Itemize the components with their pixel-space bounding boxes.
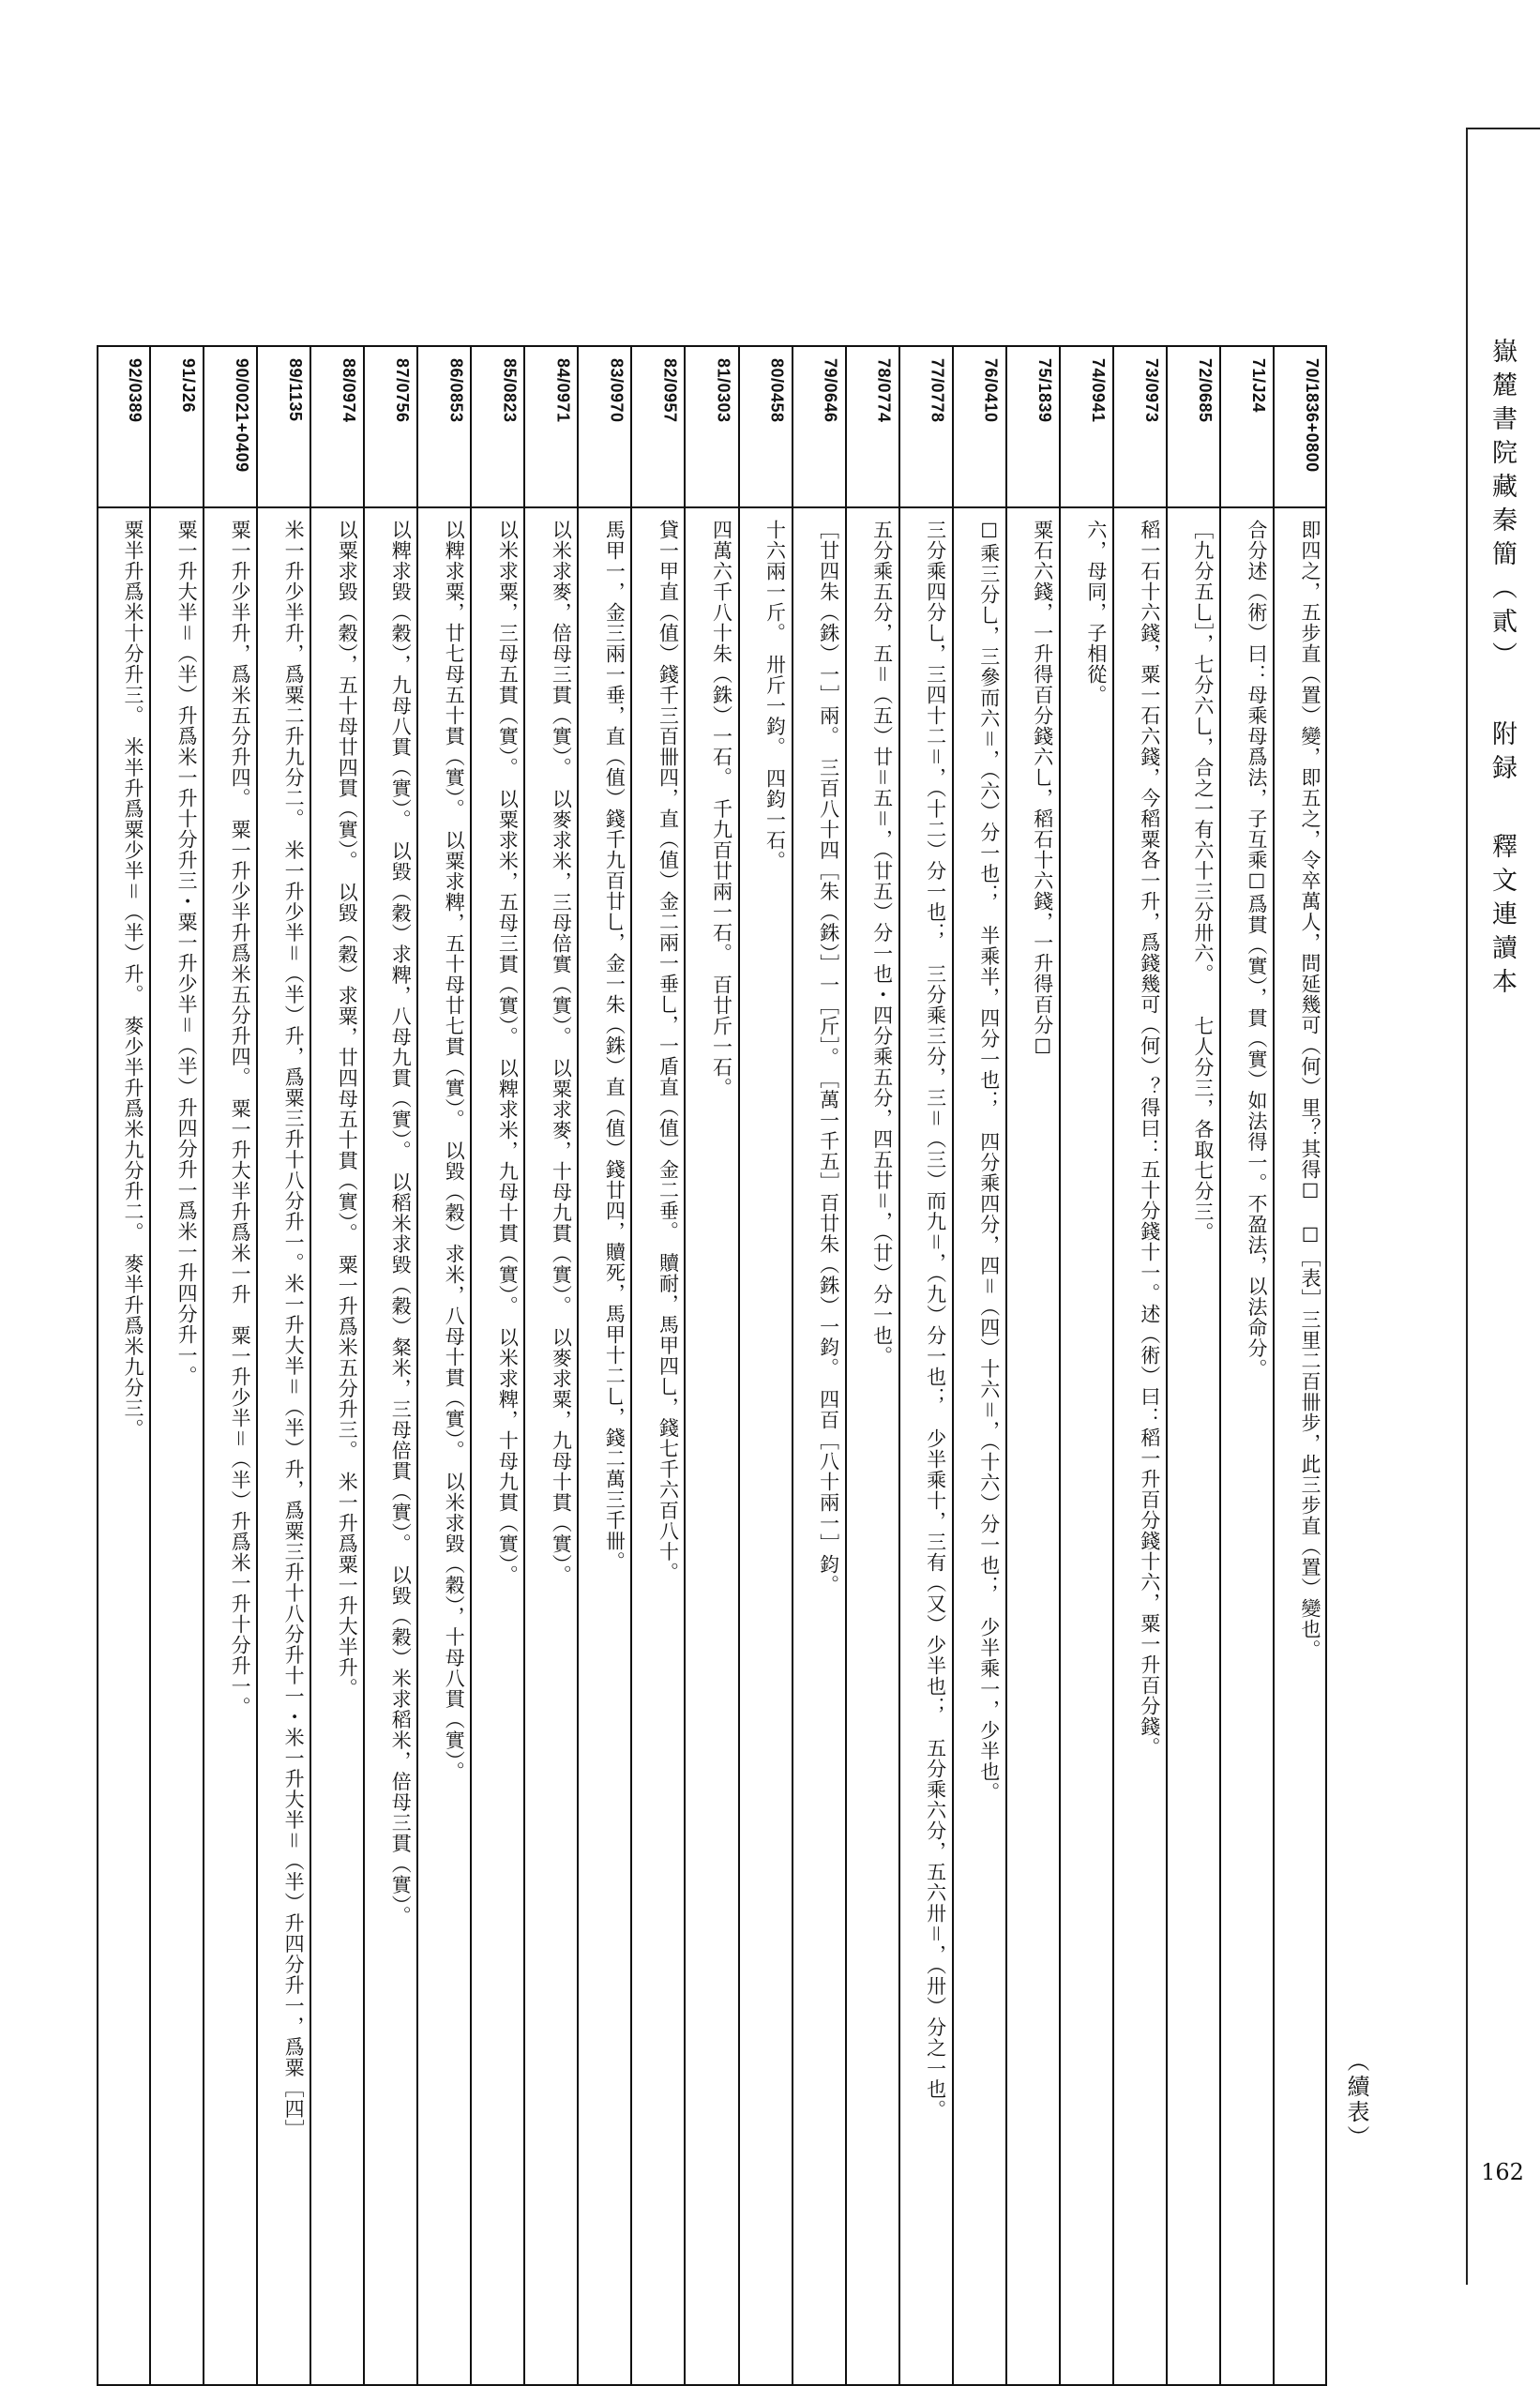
section-title: 釋文連讀本 [1487, 833, 1517, 1002]
table-row [257, 345, 310, 2386]
slip-id: 84/0971 [553, 358, 573, 423]
slip-text: 以米求粟，三母五貫（實）。 以粟求米，五母三貫（實）。 以粺求米，九母十貫（實）。 以米求粺，十母九貫（實）。 [496, 520, 520, 1586]
table-row [793, 345, 846, 2386]
table-row [1006, 345, 1060, 2386]
table-row [578, 345, 631, 2386]
header-rule-top [1466, 128, 1540, 129]
table-row [899, 345, 953, 2386]
table-row [739, 345, 793, 2386]
slip-text: 粟半升爲米十分升三。 米半升爲粟少半＝（半）升。 麥少半升爲米九分升二。 麥半升爲米九分三。 [122, 520, 145, 1440]
running-header [1482, 338, 1521, 1002]
table-row [364, 345, 417, 2386]
table-row [471, 345, 524, 2386]
slip-id: 75/1839 [1034, 358, 1054, 423]
table-row [1220, 345, 1274, 2386]
slip-text: 六，母同，子相從。 [1084, 520, 1108, 705]
slip-text: 粟石六錢，一升得百分錢六乚，稻石十六錢，一升得百分☐ [1031, 520, 1054, 1059]
slip-text: 十六兩一斤。 卅斤一鈞。 四鈞一石。 [763, 520, 787, 871]
slip-id: 86/0853 [446, 358, 466, 423]
slip-id: 76/0410 [981, 358, 1001, 423]
table-row [150, 345, 204, 2386]
slip-id: 77/0778 [928, 358, 947, 423]
slip-text: 以米求麥，倍母三貫（實）。 以麥求米，三母倍實（實）。 以粟求麥，十母九貫（實）。 以麥求粟，九母十貫（實）。 [550, 520, 573, 1586]
slip-text: 稻一石十六錢，粟一石六錢，今稻粟各一升，爲錢幾可（何）？得曰：五十分錢十一。述（術）曰：稻一升百分錢十六，粟一升百分錢。 [1138, 520, 1161, 1758]
slip-id: 91/J26 [179, 358, 199, 414]
table-row [97, 345, 150, 2386]
table-row [631, 345, 685, 2386]
table-row [1113, 345, 1167, 2386]
slip-id: 70/1836+0800 [1302, 358, 1321, 473]
slip-text: ☐乘三分乚，三參而六＝，（六）分一也； 半乘半，四分一也； 四分乘四分，四＝（四）十六＝，（十六）分一也； 少半乘一，少半也。 [977, 520, 1001, 1803]
table-row [685, 345, 738, 2386]
header-rule [1466, 128, 1468, 2285]
slip-id: 85/0823 [500, 358, 520, 423]
slip-id: 74/0941 [1088, 358, 1108, 423]
slip-id: 78/0774 [874, 358, 894, 423]
slip-text: 粟一升少半升，爲米五分升四。 粟一升少半升爲米五分升四。 粟一升大半升爲米一升 粟一升少半＝（半）升爲米一升十分升一。 [229, 520, 252, 1717]
slip-id: 87/0756 [393, 358, 413, 423]
slip-text: 合分述（術）曰：母乘母爲法，子互乘☐爲貫（實），貫（實）如法得一。不盈法，以法命分。 [1245, 520, 1268, 1380]
appendix-label: 附録 [1487, 720, 1517, 788]
slip-id: 81/0303 [714, 358, 733, 423]
table-row [846, 345, 899, 2386]
slip-id: 88/0974 [340, 358, 359, 423]
book-title: 嶽麓書院藏秦簡（貳） [1487, 338, 1517, 675]
slip-id: 79/0646 [821, 358, 840, 423]
table-row [953, 345, 1006, 2386]
slip-id: 72/0685 [1195, 358, 1215, 423]
table-row [417, 345, 471, 2386]
slip-text: 即四之，五步直（置）變，即五之，令卒萬人，問延幾可（何）里？其得☐ ☐［表］三里二百卌步，此三步直（置）變也。 [1298, 520, 1321, 1660]
table-row [1060, 345, 1113, 2386]
table-row [1167, 345, 1220, 2386]
slip-id: 90/0021+0409 [233, 358, 252, 473]
slip-id: 82/0957 [660, 358, 680, 423]
slip-text: 粟一升大半＝（半）升爲米一升十分升三・粟一升少半＝（半）升四分升一爲米一升四分升一。 [175, 520, 199, 1386]
slip-text: 五分乘五分，五＝（五）廿＝五＝，（廿五）分一也・四分乘五分，四五廿＝，（廿）分一也。 [870, 520, 894, 1367]
slip-id: 80/0458 [767, 358, 787, 423]
slip-text: 馬甲一，金三兩一垂，直（值）錢千九百廿乚，金一朱（銖）直（值）錢廿四，贖死，馬甲十二乚，錢二萬三千卌。 [603, 520, 627, 1572]
slip-text: 米一升少半升，爲粟二升九分二。 米一升少半＝（半）升，爲粟三升十八分升一。米一升大半＝（半）升，爲粟三升十八分升十一・米一升大半＝（半）升四分升一，爲粟［四］ [282, 520, 306, 2140]
slip-text: 四萬六千八十朱（銖）一石。 千九百廿兩一石。 百廿斤一石。 [710, 520, 733, 1098]
slip-id: 89/1135 [286, 358, 306, 422]
slip-text: 以粟求毀（穀），五十母廿四貫（實）。 以毀（穀）求粟，廿四母五十貫（實）。 粟一升爲米五分升三。 米一升爲粟一升大半升。 [336, 520, 359, 1699]
slip-id: 73/0973 [1141, 358, 1161, 423]
slip-text: ［九分五乚］，七分六乚，合之一有六十三分卅六。 七人分三，各取七分三。 [1191, 520, 1215, 1243]
table-row [1274, 345, 1327, 2386]
slip-text: ［廿四朱（銖）一］兩。 三百八十四［朱（銖）］一［斤］。 ［萬一千五］百廿朱（銖）一鈞。 四百［八十兩一］鈞。 [817, 520, 840, 1595]
page-number: 162 [1481, 2159, 1524, 2185]
table-row [524, 345, 578, 2386]
slip-id: 83/0970 [607, 358, 627, 423]
slip-id: 92/0389 [126, 358, 145, 423]
slip-id: 71/J24 [1248, 358, 1268, 414]
table-row [310, 345, 364, 2386]
slip-text: 以粺求粟，廿七母五十貫（實）。 以粟求粺，五十母廿七貫（實）。 以毀（穀）求米，八母十貫（實）。 以米求毀（穀），十母八貫（實）。 [443, 520, 466, 1782]
slip-text: 以粺求毀（穀），九母八貫（實）。 以毀（穀）求粺，八母九貫（實）。 以稻米求毀（穀）粲米，三母倍貫（實）。 以毀（穀）米求稻米，倍母三貫（實）。 [389, 520, 413, 1926]
slip-text: 三分乘四分乚，三四十二＝，（十二）分一也； 三分乘三分，三＝（三）而九＝，（九）分一也； 少半乘十，三有（又）少半也； 五分乘六分，五六卅＝，（卅）分之一也。 [924, 520, 947, 2121]
table-row [204, 345, 257, 2386]
slip-table [97, 345, 1327, 2386]
continued-label: （續表） [1343, 2049, 1369, 2151]
slip-text: 貸一甲直（值）錢千三百卌四，直（值）金二兩一垂乚，一盾直（值）金二垂。 贖耐，馬甲四乚，錢七千六百八十。 [657, 520, 680, 1583]
